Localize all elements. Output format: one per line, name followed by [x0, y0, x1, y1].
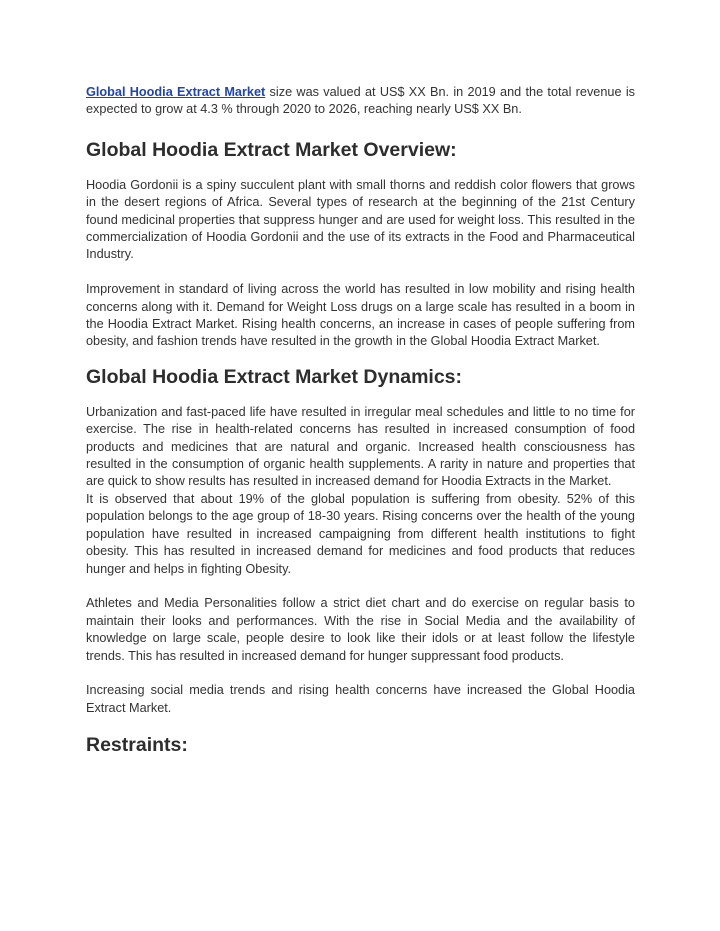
dynamics-paragraph-3: Athletes and Media Personalities follow a strict diet chart and do exercise on regular basis to maintain their looks and performances. With the rise in Social Media and the availability of knowledge on large scale, people desire to look like their idols or at least follow the lifestyle trends. This has resulted in increased demand for hunger suppressant food products.: [86, 596, 635, 663]
market-link[interactable]: Global Hoodia Extract Market: [86, 85, 266, 99]
overview-heading: Global Hoodia Extract Market Overview:: [86, 138, 457, 161]
overview-paragraph-2: Improvement in standard of living across the world has resulted in low mobility and rising health concerns along with it. Demand for Weight Loss drugs on a large scale has resulted in a boom in the Hoodia Extract Market. Rising health concerns, an increase in cases of people suffering from obesity, and fashion trends have resulted in the growth in the Global Hoodia Extract Market.: [86, 282, 635, 349]
dynamics-paragraph-1: Urbanization and fast-paced life have resulted in irregular meal schedules and little to no time for exercise. The rise in health-related concerns has resulted in increased consumption of food products and medicines that are natural and organic. Increased health consciousness has resulted in the consumption of organic health supplements. A rarity in nature and properties that are quick to show results has resulted in increased demand for Hoodia Extracts in the Market.: [86, 404, 635, 489]
document-page: [86, 84, 635, 757]
restraints-heading: Restraints:: [86, 734, 188, 757]
overview-paragraph-1: Hoodia Gordonii is a spiny succulent plant with small thorns and reddish color flowers that grows in the desert regions of Africa. Several types of research at the beginning of the 21st Century found medicinal properties that suppress hunger and are used for weight loss. This resulted in the commercialization of Hoodia Gordonii and the use of its extracts in the Food and Pharmaceutical Industry.: [86, 177, 635, 262]
intro-paragraph: [86, 84, 635, 119]
dynamics-paragraph-2: It is observed that about 19% of the global population is suffering from obesity. 52% of this population belongs to the age group of 18-30 years. Rising concerns over the health of the young population have resulted in increased campaigning from different health institutions to fight obesity. This has resulted in increased demand for medicines and food products that reduces hunger and helps in fighting Obesity.: [86, 491, 635, 576]
intro-text: size was valued at US$ XX Bn. in 2019 and the total revenue is expected to grow at 4.3 % through 2020 to 2026, reaching nearly US$ XX Bn.: [86, 85, 635, 117]
dynamics-heading: Global Hoodia Extract Market Dynamics:: [86, 365, 463, 388]
dynamics-paragraph-4: Increasing social media trends and rising health concerns have increased the Global Hoodia Extract Market.: [86, 683, 635, 715]
